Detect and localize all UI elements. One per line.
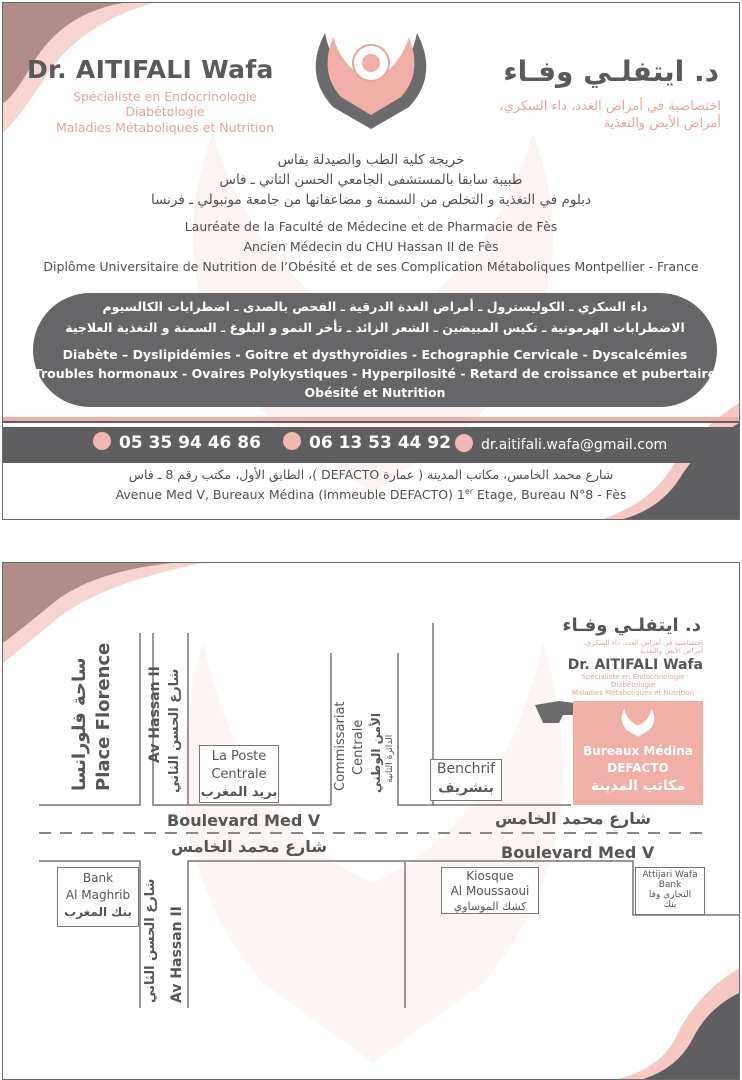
boulevard-ar-right: شارع محمد الخامس xyxy=(495,809,651,828)
email-address: dr.aitifali.wafa@gmail.com xyxy=(481,437,668,453)
credential-ar-1: خريجة كلية الطب والصيدلة بفاس xyxy=(277,152,465,168)
boulevard-fr-left: Boulevard Med V xyxy=(167,811,321,830)
phone-number: 05 35 94 46 86 xyxy=(119,433,261,453)
services-fr-1: Diabète – Dyslipidémies - Goitre et dysthyroïdies - Echographie Cervicale - Dyscalcémies xyxy=(62,347,688,362)
specialty-ar-1: اختصاصية في أمراض الغدد، داء السكري، xyxy=(499,99,721,114)
services-ar-2: الاضطرابات الهرمونية ـ تكيس المبيضين ـ الشعر الزائد ـ تأخر النمو و البلوغ ـ السمنة و التغذية العلاجية xyxy=(65,320,685,335)
email-contact[interactable] xyxy=(455,436,667,454)
mobile-icon xyxy=(283,432,301,450)
la-poste-box: La Poste Centrale بريد المغرب xyxy=(199,745,279,803)
av-hassan-fr-top: Av Hassan II xyxy=(147,666,163,763)
services-panel xyxy=(33,293,717,407)
clinic-logo xyxy=(303,25,439,133)
bureaux-medina-defacto: Bureaux Médina DEFACTO مكاتب المدينة xyxy=(573,701,703,805)
credential-fr-3: Diplôme Universitaire de Nutrition de l’Obésité et de ses Complication Métaboliques Montpellier - France xyxy=(43,259,699,274)
attijari-box: Attijari Wafa Bank التجاري وفا بنك xyxy=(635,867,705,915)
av-hassan-fr-bottom: Av Hassan II xyxy=(169,906,185,1003)
contact-bar xyxy=(3,427,739,463)
boulevard-fr-right: Boulevard Med V xyxy=(501,843,655,862)
credential-ar-2: طبيبة سابقا بالمستشفى الجامعي الحسن الثاني ـ فاس xyxy=(219,172,523,188)
credential-fr-2: Ancien Médecin du CHU Hassan II de Fès xyxy=(243,239,499,254)
av-hassan-ar-bottom: شارع الحسن الثاني xyxy=(143,878,158,1003)
back-name-fr: Dr. AITIFALI Wafa xyxy=(567,657,703,673)
back-specialty-ar-2: أمراض الأيض والتغذية xyxy=(639,647,703,655)
back-name-ar: د. ايتفلـي وفـاء xyxy=(562,615,701,636)
back-specialty-ar-1: اختصاصية في أمراض الغدد، داء السكري، xyxy=(583,639,703,647)
gray-stripe xyxy=(3,421,739,423)
credential-fr-1: Lauréate de la Faculté de Médecine et de Pharmacie de Fès xyxy=(184,219,558,234)
commissariat-box: Commissariat Centrale الأمن الوطني الدائرة الثانية xyxy=(333,701,395,793)
phone-contact[interactable] xyxy=(93,433,261,453)
kiosque-box: Kiosque Al Moussaoui كشك الموساوي xyxy=(441,867,539,914)
place-florence-fr: Place Florence xyxy=(93,642,114,791)
services-fr-2: Troubles hormonaux - Ovaires Polykystiques - Hyperpilosité - Retard de croissance et pubertaire xyxy=(33,366,717,381)
credential-ar-3: دبلوم في التغذية و التخلص من السمنة و مضاعفاتها من جامعة مونبولي ـ فرنسا xyxy=(150,192,592,208)
specialty-ar-2: أمراض الأيض والتغذية xyxy=(603,116,721,131)
services-ar-1: داء السكري ـ الكوليسترول ـ أمراض الغدة الدرقية ـ الفحص بالصدى ـ اضطرابات الكالسيوم xyxy=(102,299,648,314)
doctor-name-ar: د. ايتفلـي وفـاء xyxy=(503,55,719,88)
benchrif-box: Benchrif بنشريف xyxy=(430,759,502,801)
business-card-map xyxy=(2,562,740,1080)
business-card-front xyxy=(2,2,740,520)
address-fr: Avenue Med V, Bureaux Médina (Immeuble DEFACTO) 1er Etage, Bureau N°8 - Fès xyxy=(115,487,627,503)
address-ar: شارع محمد الخامس، مكاتب المدينة ( عمارة DEFACTO )، الطابق الأول، مكتب رقم 8 ـ فاس xyxy=(128,467,614,482)
mobile-number: 06 13 53 44 92 xyxy=(309,433,451,453)
specialty-fr-1: Spécialiste en Endocrinologie xyxy=(73,89,257,104)
services-fr-3: Obésité et Nutrition xyxy=(304,385,446,400)
defacto-logo xyxy=(618,705,658,739)
av-hassan-ar-top: شارع الحسن الثاني xyxy=(167,668,182,793)
doctor-name-fr: Dr. AITIFALI Wafa xyxy=(27,55,274,84)
mobile-contact[interactable] xyxy=(283,433,451,453)
specialty-fr-3: Maladies Métaboliques et Nutrition xyxy=(55,120,275,135)
phone-icon xyxy=(93,432,111,450)
specialty-fr-2: Diabétologie xyxy=(125,104,205,119)
back-specialty-fr: Spécialiste en Endocrinologie Diabétologie Maladies Métaboliques et Nutrition xyxy=(571,673,695,697)
bank-al-maghrib-box: Bank Al Maghrib بنك المغرب xyxy=(57,867,139,927)
email-icon xyxy=(455,434,473,452)
boulevard-ar-left: شارع محمد الخامس xyxy=(171,837,327,856)
place-florence-ar: ساحة فلورانسا xyxy=(69,657,90,791)
